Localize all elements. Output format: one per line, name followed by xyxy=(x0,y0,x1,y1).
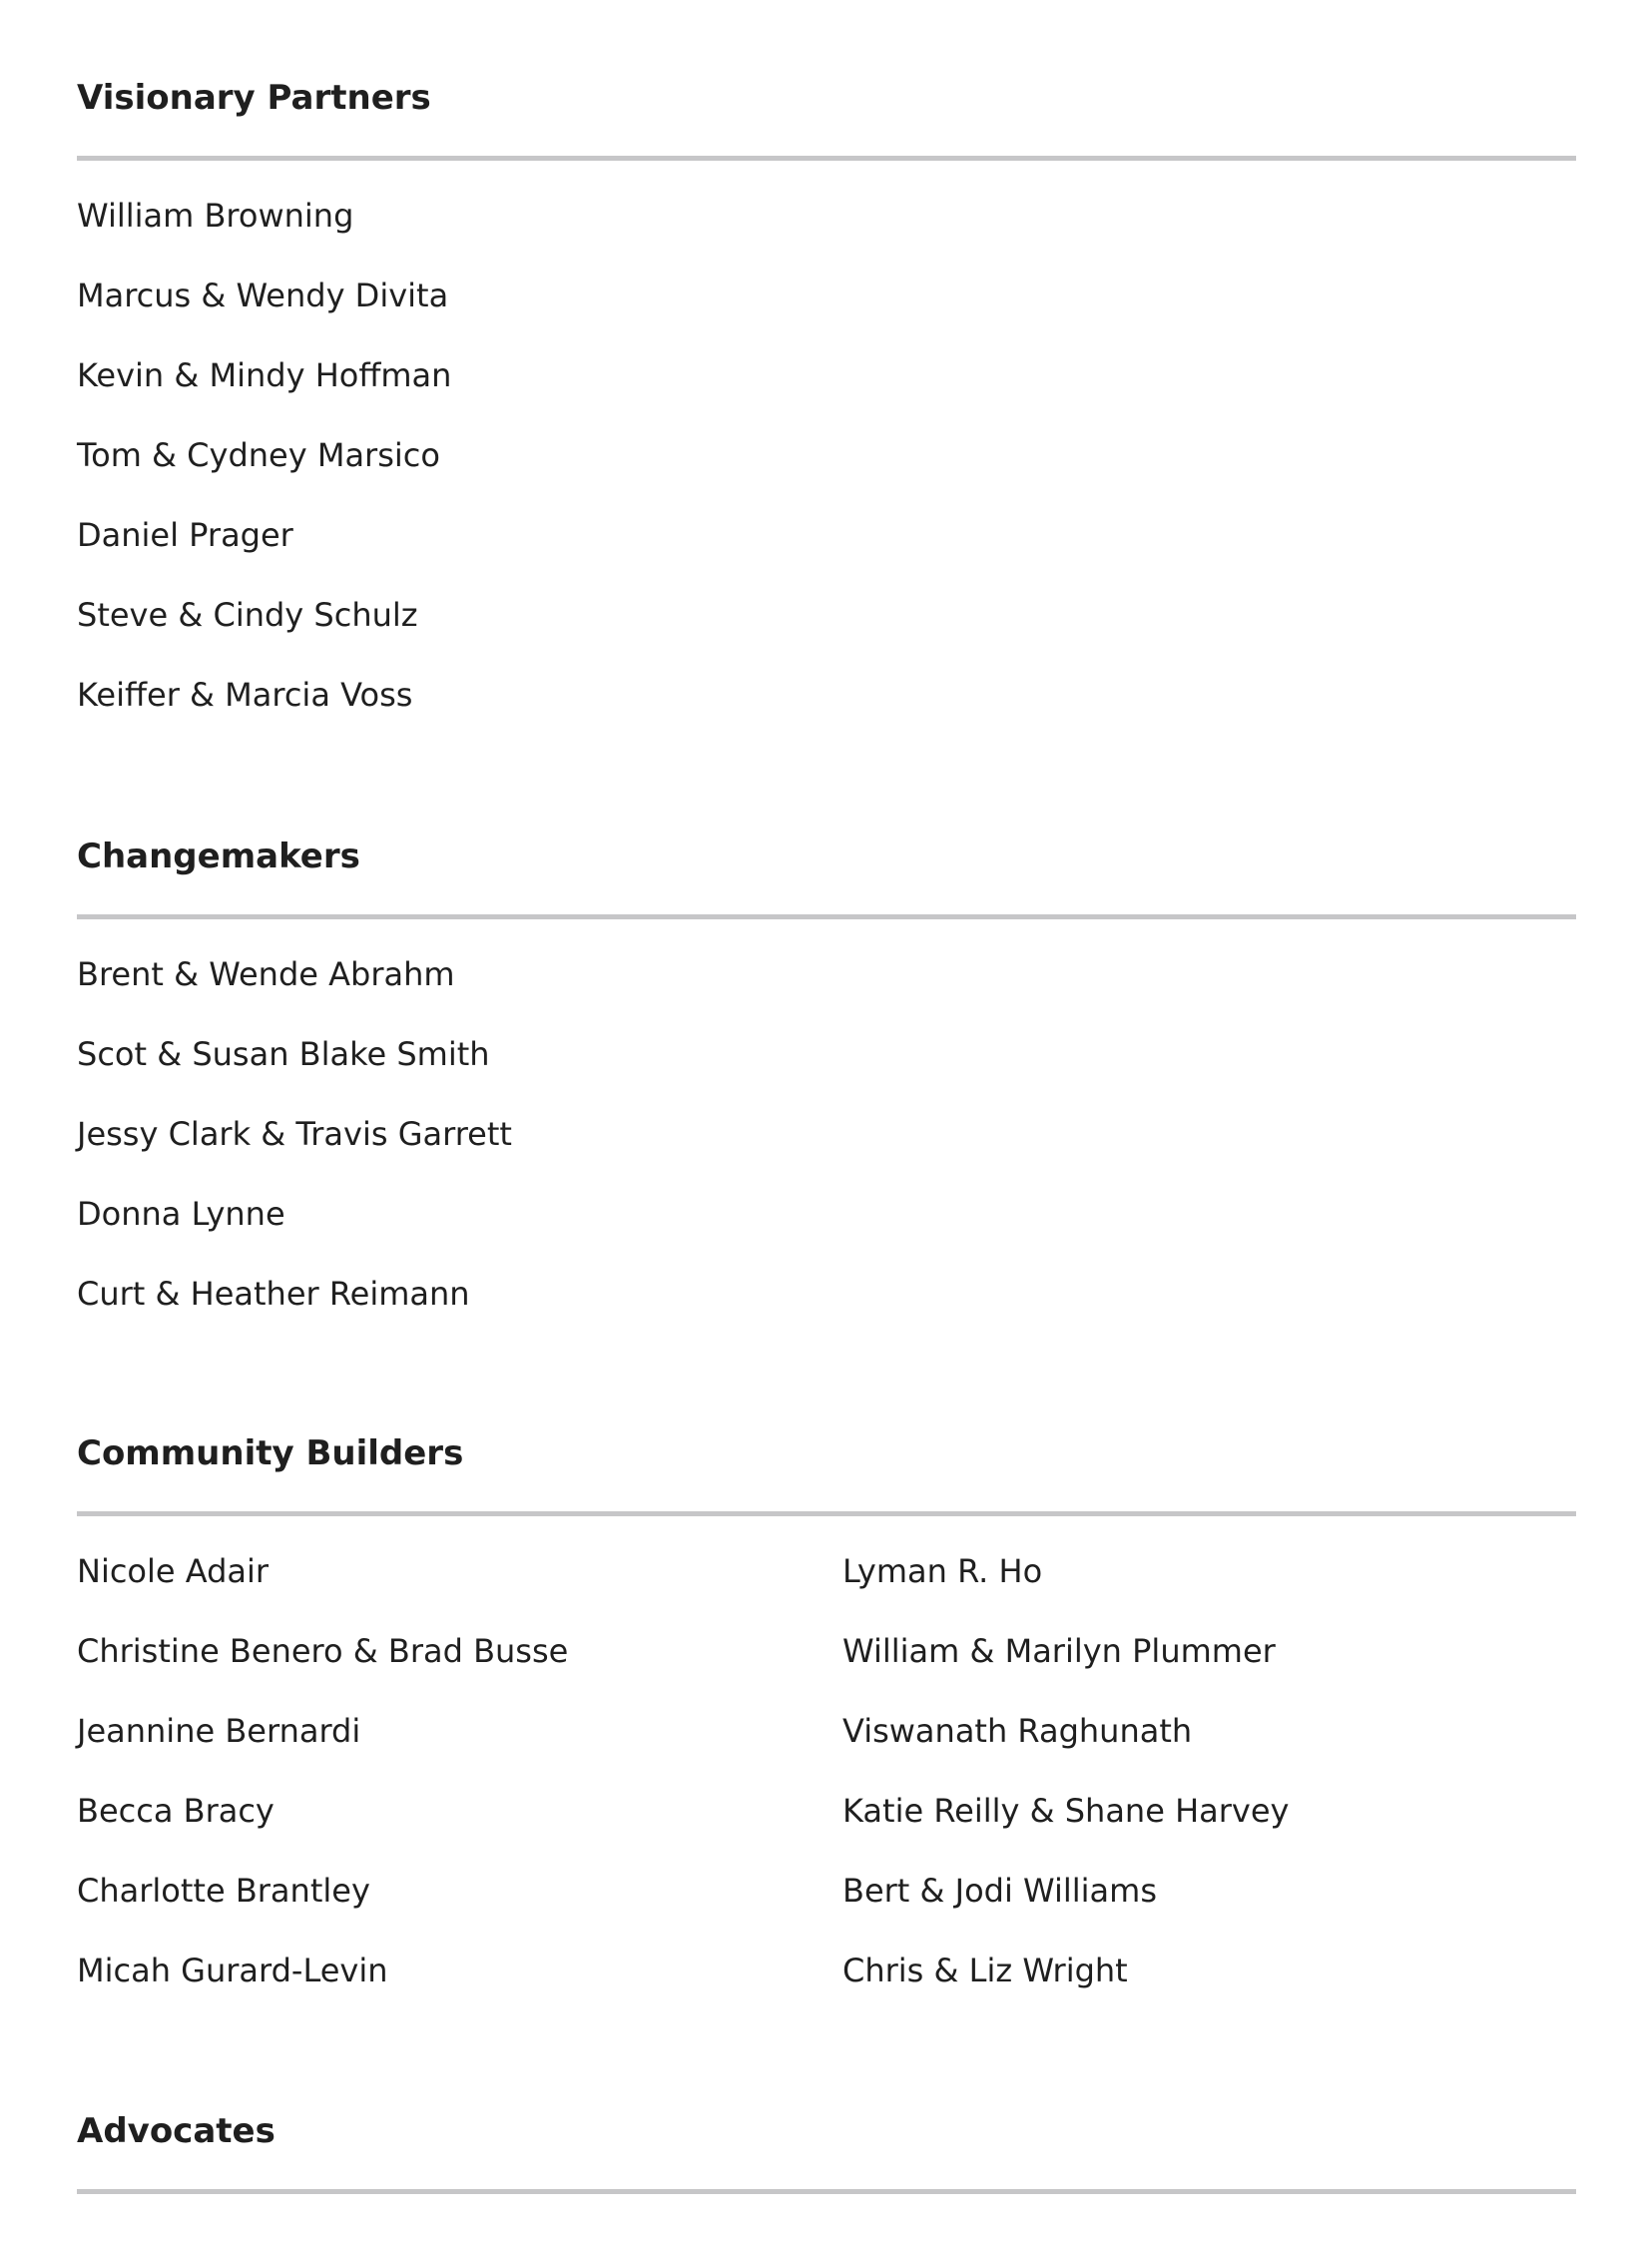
section-heading: Changemakers xyxy=(77,837,360,876)
section-divider xyxy=(77,914,1576,919)
list-item: Becca Bracy xyxy=(77,1792,275,1830)
list-item: Marcus & Wendy Divita xyxy=(77,277,449,314)
name-list xyxy=(77,954,512,1354)
list-item: Curt & Heather Reimann xyxy=(77,1275,470,1313)
list-item: Tom & Cydney Marsico xyxy=(77,436,440,474)
list-item: Donna Lynne xyxy=(77,1195,285,1233)
list-item: Daniel Prager xyxy=(77,516,293,554)
list-item: Steve & Cindy Schulz xyxy=(77,596,418,634)
section-heading: Advocates xyxy=(77,2111,275,2151)
list-item: Chris & Liz Wright xyxy=(842,1952,1128,1989)
name-list-left-column xyxy=(77,1551,568,2030)
section-divider xyxy=(77,1511,1576,1516)
section-divider xyxy=(77,2189,1576,2194)
list-item: Nicole Adair xyxy=(77,1552,270,1590)
name-list xyxy=(77,196,451,755)
list-item: Lyman R. Ho xyxy=(842,1552,1043,1590)
list-item: William & Marilyn Plummer xyxy=(842,1632,1276,1670)
list-item: William Browning xyxy=(77,197,354,235)
list-item: Jessy Clark & Travis Garrett xyxy=(77,1115,512,1153)
list-item: Bert & Jodi Williams xyxy=(842,1872,1157,1910)
list-item: Viswanath Raghunath xyxy=(842,1712,1193,1750)
list-item: Jeannine Bernardi xyxy=(77,1712,361,1750)
list-item: Keiffer & Marcia Voss xyxy=(77,676,413,714)
list-item: Katie Reilly & Shane Harvey xyxy=(842,1792,1290,1830)
list-item: Brent & Wende Abrahm xyxy=(77,955,455,993)
section-divider xyxy=(77,156,1576,161)
section-heading: Community Builders xyxy=(77,1433,464,1473)
list-item: Micah Gurard-Levin xyxy=(77,1952,388,1989)
list-item: Scot & Susan Blake Smith xyxy=(77,1035,490,1073)
list-item: Kevin & Mindy Hoffman xyxy=(77,356,452,394)
list-item: Charlotte Brantley xyxy=(77,1872,370,1910)
list-item: Christine Benero & Brad Busse xyxy=(77,1632,569,1670)
name-list-right-column xyxy=(842,1551,1289,2030)
section-heading: Visionary Partners xyxy=(77,78,431,118)
